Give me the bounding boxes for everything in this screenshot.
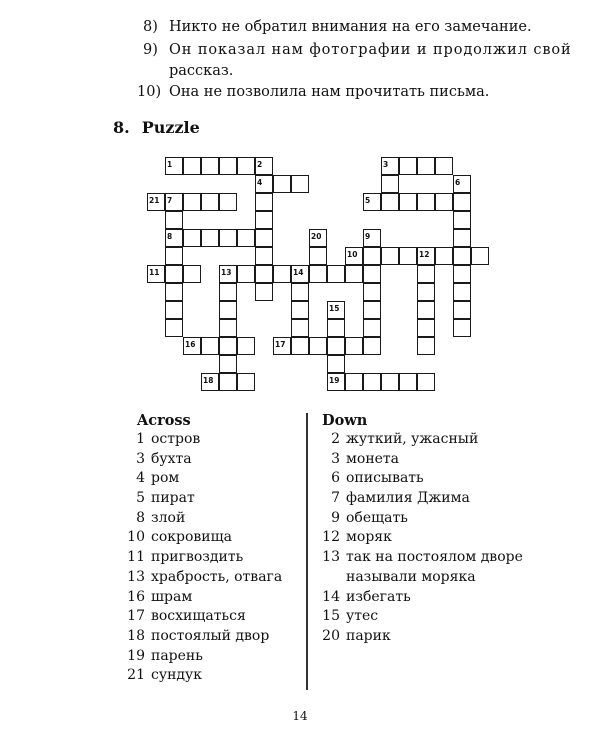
crossword-cell[interactable] (417, 337, 435, 355)
clue-text: пират (151, 490, 195, 507)
across-clue (123, 647, 282, 667)
crossword-cell[interactable] (417, 157, 435, 175)
crossword-cell[interactable] (219, 319, 237, 337)
across-clue-list (123, 430, 282, 686)
clue-text: фамилия Джима (346, 490, 470, 507)
crossword-cell[interactable] (363, 337, 381, 355)
down-clue (318, 548, 523, 568)
clue-text: ром (151, 470, 180, 487)
clue-text: шрам (151, 588, 193, 605)
clue-number: 16 (127, 588, 145, 605)
crossword-cell[interactable] (363, 301, 381, 319)
crossword-cell[interactable] (255, 283, 273, 301)
across-clue (123, 666, 282, 686)
crossword-cell[interactable] (219, 157, 237, 175)
clue-text: парик (346, 627, 391, 644)
crossword-cell[interactable] (255, 193, 273, 211)
sentence-9-continuation: рассказ. (169, 63, 234, 79)
clue-text: утес (346, 608, 379, 625)
across-clue (123, 528, 282, 548)
crossword-cell[interactable] (165, 211, 183, 229)
clue-number: 10 (127, 529, 145, 546)
clue-number: 13 (127, 568, 145, 585)
across-clue (123, 627, 282, 647)
page-number: 14 (292, 709, 308, 723)
crossword-cell[interactable] (255, 247, 273, 265)
clue-number: 12 (322, 529, 340, 546)
crossword-cell[interactable] (309, 265, 327, 283)
crossword-cell[interactable] (309, 337, 327, 355)
crossword-cell[interactable] (219, 337, 237, 355)
across-clue (123, 430, 282, 450)
crossword-cell[interactable] (291, 301, 309, 319)
clue-number-label: 19 (329, 376, 340, 385)
crossword-cell[interactable] (327, 337, 345, 355)
across-clue (123, 489, 282, 509)
clue-text: пригвоздить (151, 549, 244, 566)
clue-number-label: 20 (311, 232, 322, 241)
crossword-cell[interactable] (165, 247, 183, 265)
clue-text: восхищаться (151, 608, 246, 625)
clue-number-label: 5 (365, 196, 371, 205)
sentence-text: Она не позволила нам прочитать письма. (169, 84, 490, 100)
down-clue (318, 489, 523, 509)
clue-number: 20 (322, 627, 340, 644)
crossword-cell[interactable] (201, 337, 219, 355)
crossword-cell[interactable] (237, 337, 255, 355)
crossword-cell[interactable] (417, 265, 435, 283)
crossword-cell[interactable] (381, 373, 399, 391)
crossword-cell[interactable] (219, 229, 237, 247)
clue-text: злой (151, 509, 186, 526)
clue-number: 15 (322, 608, 340, 625)
crossword-cell[interactable] (219, 193, 237, 211)
crossword-cell[interactable] (345, 373, 363, 391)
crossword-cell[interactable] (201, 193, 219, 211)
down-clue (318, 450, 523, 470)
crossword-cell[interactable] (237, 157, 255, 175)
crossword-cell[interactable] (417, 373, 435, 391)
crossword-cell[interactable] (183, 157, 201, 175)
crossword-cell[interactable] (363, 265, 381, 283)
clue-text: обещать (346, 509, 408, 526)
crossword-cell[interactable] (291, 319, 309, 337)
clue-number-label: 2 (257, 160, 263, 169)
clue-number-label: 4 (257, 178, 263, 187)
crossword-cell[interactable] (453, 193, 471, 211)
crossword-cell[interactable] (165, 283, 183, 301)
clue-number-label: 3 (383, 160, 389, 169)
crossword-cell[interactable] (165, 265, 183, 283)
clue-number: 13 (322, 549, 340, 566)
crossword-cell[interactable] (219, 301, 237, 319)
crossword-cell[interactable] (309, 247, 327, 265)
clue-number: 2 (331, 431, 340, 447)
crossword-cell[interactable] (327, 319, 345, 337)
crossword-cell[interactable] (291, 175, 309, 193)
down-clue-continuation (318, 568, 523, 588)
clue-text: постоялый двор (151, 627, 270, 644)
crossword-cell[interactable] (399, 373, 417, 391)
clue-number-label: 18 (203, 376, 214, 385)
crossword-cell[interactable] (453, 265, 471, 283)
clue-text: описывать (346, 470, 424, 487)
crossword-cell[interactable] (237, 229, 255, 247)
clue-number-label: 9 (365, 232, 371, 241)
crossword-cell[interactable] (363, 319, 381, 337)
clue-text: храбрость, отвага (151, 568, 283, 585)
clue-number-label: 6 (455, 178, 461, 187)
clue-number: 3 (331, 450, 340, 467)
clue-number-label: 8 (167, 232, 173, 241)
down-clue-list (318, 430, 523, 647)
sentence-number: 8) (143, 19, 158, 35)
clue-number: 8 (136, 509, 145, 526)
clue-number-label: 7 (167, 196, 173, 205)
clue-number: 11 (127, 549, 145, 566)
clue-text: остров (151, 431, 201, 447)
clue-number: 19 (127, 647, 145, 664)
across-clue (123, 588, 282, 608)
clue-number-label: 15 (329, 304, 340, 313)
crossword-cell[interactable] (237, 373, 255, 391)
down-clue (318, 430, 523, 450)
crossword-cell[interactable] (327, 265, 345, 283)
clue-text: так на постоялом дворе (346, 549, 523, 566)
crossword-cell[interactable] (345, 337, 363, 355)
crossword-cell[interactable] (363, 283, 381, 301)
sentence-text: Он показал нам фотографии и продолжил свой (169, 42, 572, 58)
crossword-cell[interactable] (219, 283, 237, 301)
crossword-cell[interactable] (381, 175, 399, 193)
down-clue (318, 607, 523, 627)
clue-number: 9 (331, 509, 340, 526)
crossword-cell[interactable] (219, 373, 237, 391)
crossword-cell[interactable] (435, 247, 453, 265)
crossword-cell[interactable] (417, 301, 435, 319)
clue-number-label: 16 (185, 340, 196, 349)
clue-number-label: 17 (275, 340, 286, 349)
sentence-text: Никто не обратил внимания на его замечание. (169, 19, 532, 35)
down-clue (318, 528, 523, 548)
crossword-cell[interactable] (165, 319, 183, 337)
clue-text: монета (346, 450, 400, 467)
clue-text: бухта (151, 450, 192, 467)
crossword-cell[interactable] (201, 157, 219, 175)
crossword-cell[interactable] (417, 283, 435, 301)
crossword-cell[interactable] (399, 157, 417, 175)
across-clue (123, 450, 282, 470)
clue-number: 14 (322, 588, 340, 605)
across-clue (123, 568, 282, 588)
across-clue (123, 548, 282, 568)
crossword-cell[interactable] (345, 265, 363, 283)
crossword-cell[interactable] (453, 229, 471, 247)
clue-number-label: 1 (167, 160, 173, 169)
crossword-cell[interactable] (453, 247, 471, 265)
crossword-cell[interactable] (471, 247, 489, 265)
clue-number: 1 (136, 431, 145, 447)
clue-number: 21 (127, 667, 145, 684)
clue-number-label: 12 (419, 250, 430, 259)
crossword-cell[interactable] (291, 337, 309, 355)
across-clue (123, 607, 282, 627)
clue-number-label: 14 (293, 268, 304, 277)
clue-number: 6 (331, 470, 340, 487)
crossword-cell[interactable] (399, 193, 417, 211)
down-clue (318, 509, 523, 529)
clue-number: 4 (136, 470, 145, 487)
across-clue (123, 509, 282, 529)
down-clue (318, 588, 523, 608)
crossword-cell[interactable] (381, 247, 399, 265)
clue-number: 17 (127, 608, 145, 625)
crossword-cell[interactable] (183, 229, 201, 247)
clue-text: называли моряка (346, 568, 476, 585)
down-title: Down (322, 412, 368, 429)
clue-number: 3 (136, 450, 145, 467)
crossword-cell[interactable] (183, 193, 201, 211)
clue-text: сокровища (151, 529, 232, 546)
crossword-cell[interactable] (435, 193, 453, 211)
crossword-cell[interactable] (417, 193, 435, 211)
crossword-cell[interactable] (453, 319, 471, 337)
across-clue (123, 469, 282, 489)
clue-text: сундук (151, 667, 203, 684)
section-number: 8. (113, 118, 130, 137)
crossword-cell[interactable] (417, 319, 435, 337)
crossword-cell[interactable] (201, 229, 219, 247)
sentence-number: 9) (143, 42, 158, 58)
down-clue (318, 469, 523, 489)
section-title: Puzzle (141, 118, 200, 137)
clue-number: 7 (331, 490, 340, 507)
crossword-cell[interactable] (453, 211, 471, 229)
crossword-cell[interactable] (183, 265, 201, 283)
crossword-cell[interactable] (453, 301, 471, 319)
crossword-cell[interactable] (237, 265, 255, 283)
crossword-cell[interactable] (435, 157, 453, 175)
down-clue (318, 627, 523, 647)
crossword-cell[interactable] (219, 355, 237, 373)
crossword-cell[interactable] (363, 247, 381, 265)
crossword-cell[interactable] (399, 247, 417, 265)
crossword-cell[interactable] (363, 373, 381, 391)
crossword-cell[interactable] (273, 265, 291, 283)
crossword-cell[interactable] (273, 175, 291, 193)
crossword-cell[interactable] (381, 193, 399, 211)
across-title: Across (137, 412, 191, 429)
clue-number-label: 13 (221, 268, 232, 277)
crossword-cell[interactable] (255, 229, 273, 247)
clue-text: моряк (346, 529, 392, 546)
clue-number-label: 21 (149, 196, 160, 205)
clue-number-label: 11 (149, 268, 160, 277)
crossword-cell[interactable] (255, 211, 273, 229)
crossword-cell[interactable] (255, 265, 273, 283)
crossword-cell[interactable] (291, 283, 309, 301)
sentence-number: 10) (137, 84, 162, 100)
clue-text: избегать (346, 588, 411, 605)
crossword-cell[interactable] (453, 283, 471, 301)
clue-number-label: 10 (347, 250, 358, 259)
clue-number: 5 (136, 490, 145, 507)
crossword-cell[interactable] (327, 355, 345, 373)
clue-number: 18 (127, 627, 145, 644)
clue-text: жуткий, ужасный (346, 431, 479, 447)
crossword-cell[interactable] (165, 301, 183, 319)
column-divider (306, 413, 308, 690)
clue-text: парень (151, 647, 203, 664)
